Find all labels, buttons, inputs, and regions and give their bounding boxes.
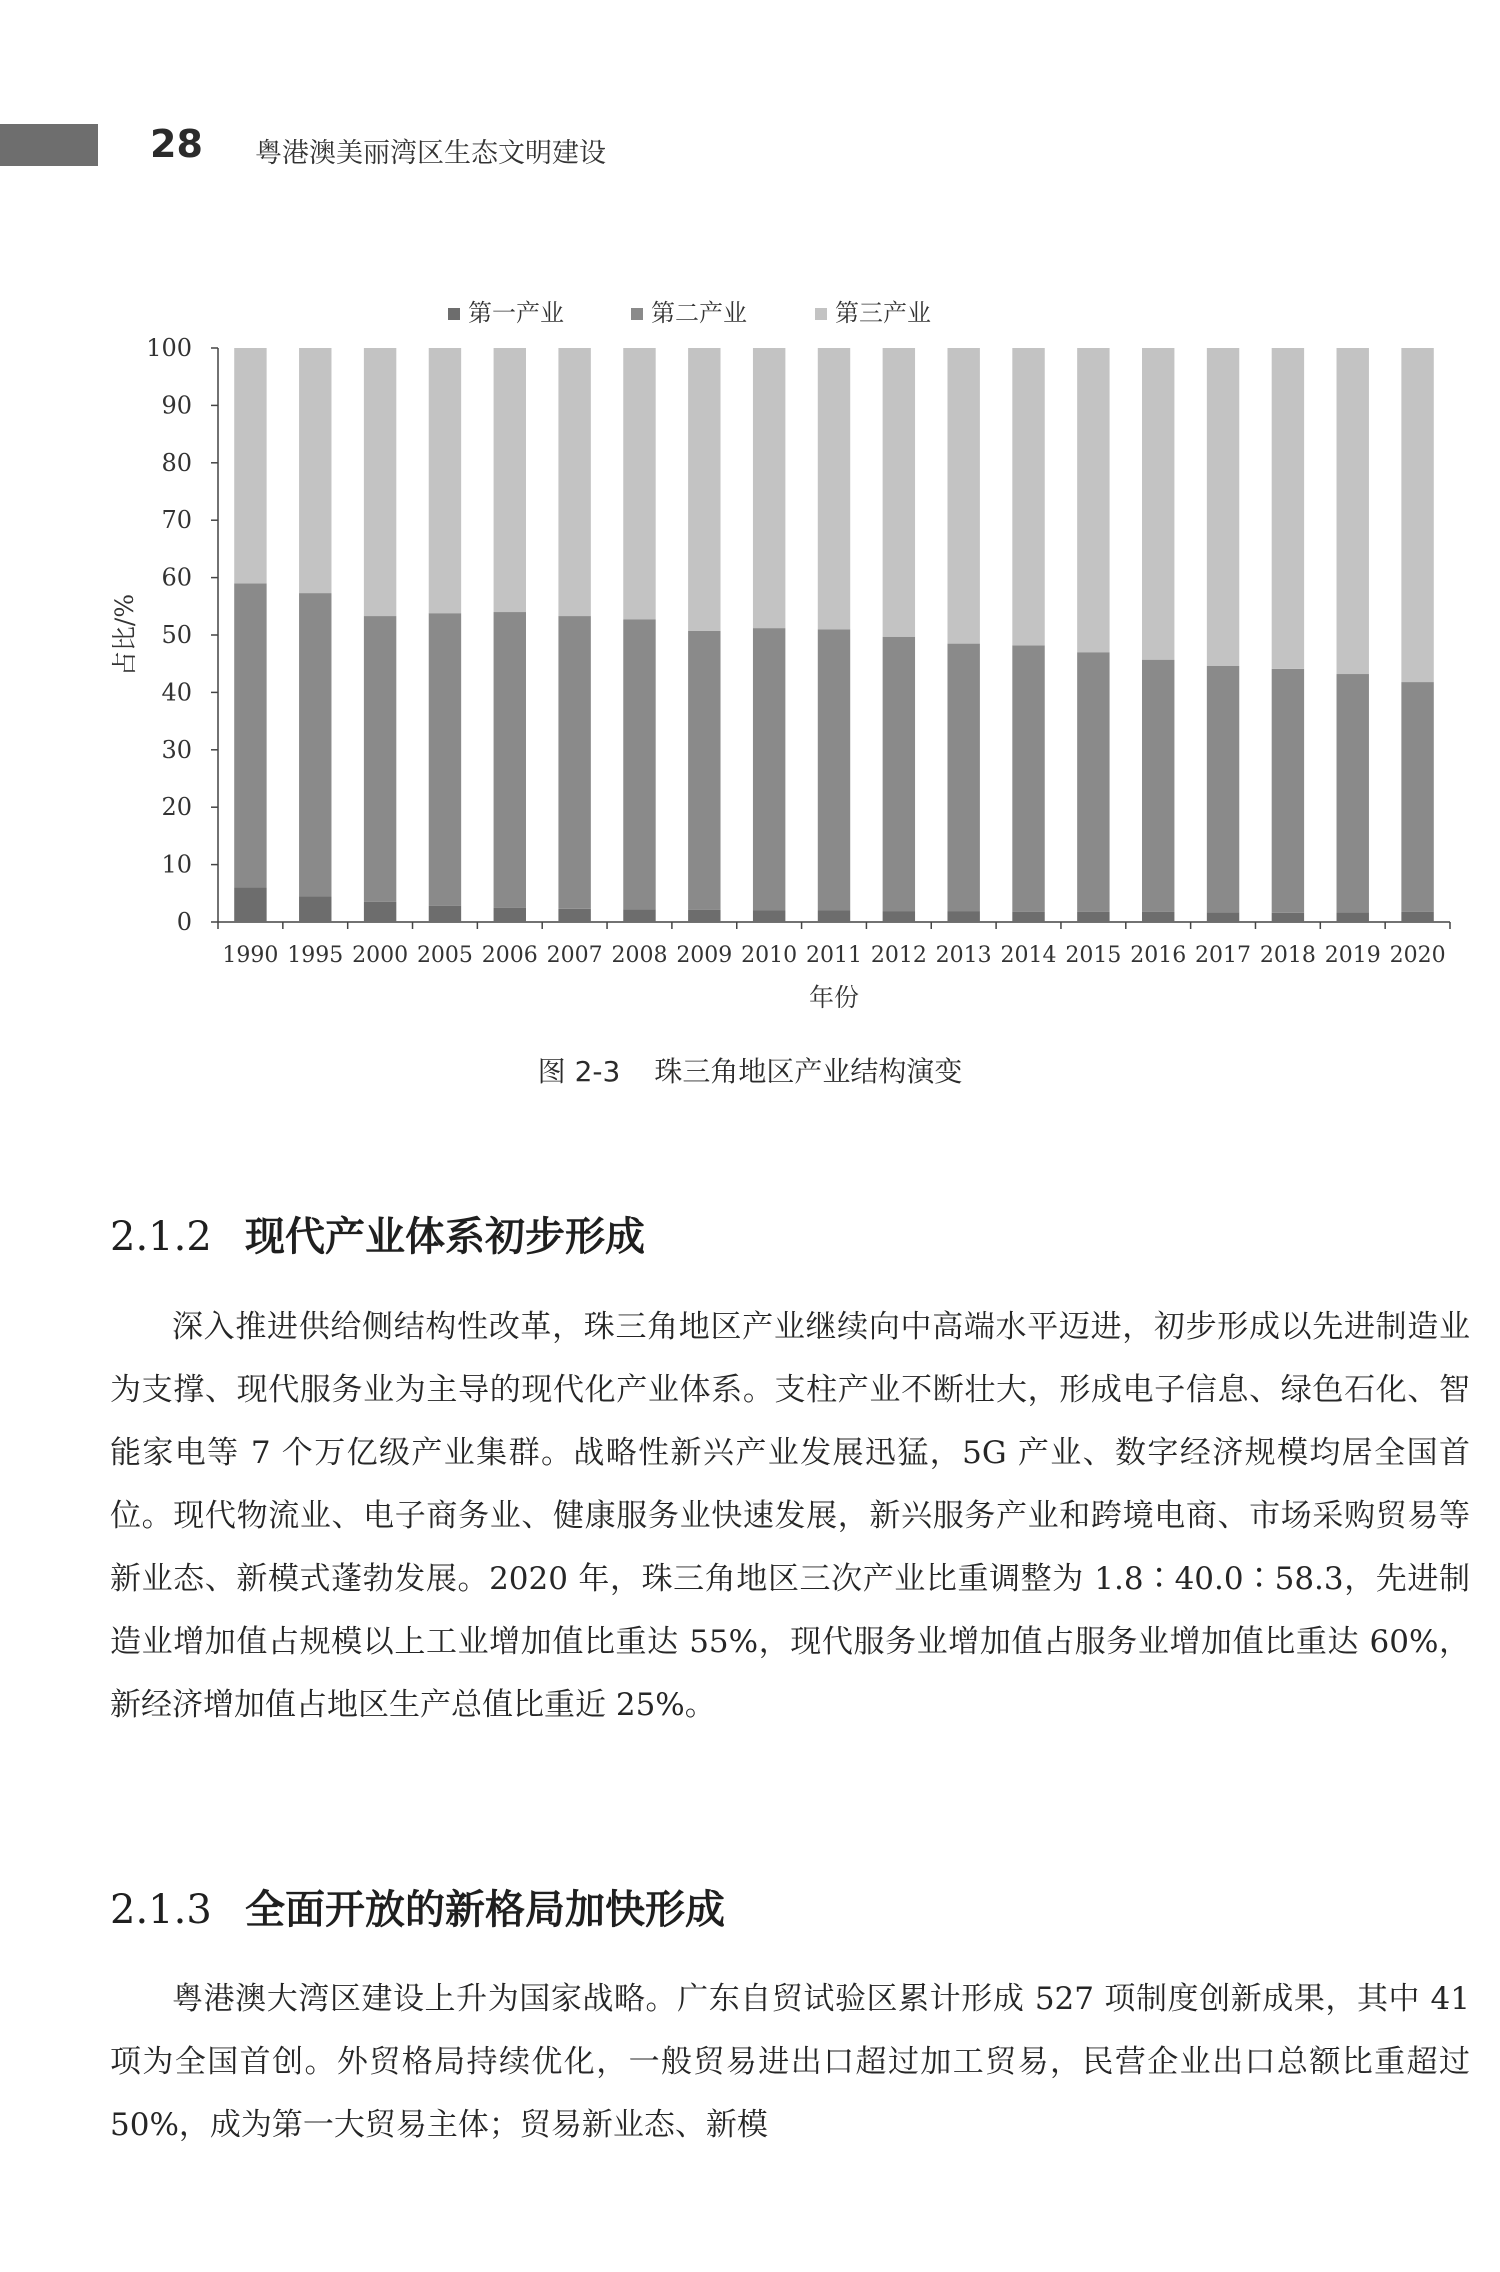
bar-segment xyxy=(1012,912,1044,922)
legend-label: 第一产业 xyxy=(468,299,564,327)
figure-number: 图 2-3 xyxy=(537,1055,621,1088)
bar-segment xyxy=(234,348,266,583)
y-tick-label: 100 xyxy=(146,334,192,362)
bar-segment xyxy=(947,911,979,922)
bar-segment xyxy=(818,911,850,922)
bar-segment xyxy=(688,910,720,922)
y-tick-label: 40 xyxy=(161,678,192,707)
x-tick-label: 2005 xyxy=(416,943,473,968)
bar-segment xyxy=(883,348,915,637)
bar-segment xyxy=(883,637,915,911)
section-paragraph: 深入推进供给侧结构性改革，珠三角地区产业继续向中高端水平迈进，初步形成以先进制造业为支撑、现代服务业为主导的现代化产业体系。支柱产业不断壮大，形成电子信息、绿色石化、智能家电等 7 个万亿级产业集群。战略性新兴产业发展迅猛，5G 产业、数字经济规模均居全国首位。现代物流业、电子商务业、健康服务业快速发展，新兴服务产业和跨境电商、市场采购贸易等新业态、新模式蓬勃发展。2020 年，珠三角地区三次产业比重调整为 1.8∶40.0∶58.3，先进制造业增加值占规模以上工业增加值比重达 55%，现代服务业增加值占服务业增加值比重达 60%，新经济增加值占地区生产总值比重近 25%。 xyxy=(110,1309,1470,1723)
bar-segment xyxy=(1337,912,1369,922)
bar-segment xyxy=(623,620,655,910)
bar-segment xyxy=(234,583,266,887)
bar-segment xyxy=(947,644,979,911)
bar-segment xyxy=(364,902,396,922)
x-tick-label: 1995 xyxy=(287,943,344,968)
section-paragraph: 粤港澳大湾区建设上升为国家战略。广东自贸试验区累计形成 527 项制度创新成果，其中 41 项为全国首创。外贸格局持续优化，一般贸易进出口超过加工贸易，民营企业出口总额比重超过 50%，成为第一大贸易主体；贸易新业态、新模 xyxy=(110,1981,1470,2143)
bar-segment xyxy=(494,908,526,922)
x-tick-label: 2016 xyxy=(1130,943,1187,968)
bar-segment xyxy=(558,909,590,922)
bar-segment xyxy=(883,911,915,922)
x-tick-label: 2010 xyxy=(741,943,798,968)
bar-segment xyxy=(688,348,720,631)
bar-segment xyxy=(1401,348,1433,682)
y-tick-label: 0 xyxy=(176,908,192,936)
x-tick-label: 2011 xyxy=(806,943,862,968)
legend-swatch xyxy=(631,308,643,320)
y-tick-label: 10 xyxy=(161,850,192,879)
bar-segment xyxy=(1207,912,1239,922)
x-tick-label: 1990 xyxy=(222,943,279,968)
legend-label: 第二产业 xyxy=(651,299,747,327)
y-tick-label: 80 xyxy=(161,448,192,477)
header-bar xyxy=(0,124,98,166)
x-tick-label: 2013 xyxy=(935,943,992,968)
bar-segment xyxy=(299,593,331,896)
y-tick-label: 50 xyxy=(161,621,192,649)
bar-segment xyxy=(364,616,396,902)
page-number: 28 xyxy=(150,122,203,166)
y-tick-label: 20 xyxy=(161,793,192,822)
bar-segment xyxy=(364,348,396,616)
bar-segment xyxy=(753,911,785,922)
section-title: 现代产业体系初步形成 xyxy=(245,1213,645,1260)
bar-segment xyxy=(494,348,526,612)
bar-segment xyxy=(429,348,461,613)
bar-segment xyxy=(947,348,979,644)
y-axis-label: 占比/% xyxy=(110,593,139,677)
bar-segment xyxy=(429,906,461,922)
bar-segment xyxy=(1142,348,1174,660)
bar-segment xyxy=(1142,912,1174,922)
figure-title: 珠三角地区产业结构演变 xyxy=(654,1055,963,1088)
y-tick-label: 30 xyxy=(161,735,192,764)
x-tick-label: 2009 xyxy=(676,943,733,968)
y-tick-label: 60 xyxy=(161,563,192,592)
bar-segment xyxy=(1272,669,1304,913)
x-axis-label: 年份 xyxy=(808,983,860,1012)
x-tick-label: 2015 xyxy=(1065,943,1122,968)
bar-segment xyxy=(688,631,720,910)
x-tick-label: 2019 xyxy=(1324,943,1381,968)
bar-segment xyxy=(299,348,331,593)
section-number: 2.1.3 xyxy=(110,1887,212,1933)
x-tick-label: 2006 xyxy=(481,943,538,968)
bar-segment xyxy=(818,629,850,910)
bar-segment xyxy=(429,613,461,906)
x-tick-label: 2014 xyxy=(1000,943,1057,968)
bar-segment xyxy=(1272,913,1304,922)
bar-segment xyxy=(1142,660,1174,912)
section-title: 全面开放的新格局加快形成 xyxy=(245,1886,725,1933)
bar-segment xyxy=(1207,666,1239,912)
bar-segment xyxy=(494,612,526,908)
legend-swatch xyxy=(815,308,827,320)
x-tick-label: 2007 xyxy=(546,943,603,968)
x-tick-label: 2017 xyxy=(1195,943,1252,968)
bar-segment xyxy=(1401,912,1433,922)
x-tick-label: 2018 xyxy=(1259,943,1316,968)
y-tick-label: 70 xyxy=(161,506,192,535)
bar-segment xyxy=(1207,348,1239,666)
figure-caption xyxy=(0,1050,1500,1090)
bar-segment xyxy=(558,616,590,909)
bar-segment xyxy=(753,348,785,628)
bar-segment xyxy=(753,628,785,910)
section-number: 2.1.2 xyxy=(110,1214,212,1260)
bar-segment xyxy=(1077,348,1109,652)
section-heading-2-1-3 xyxy=(110,1878,725,1935)
bar-segment xyxy=(1012,348,1044,645)
bar-segment xyxy=(1077,652,1109,911)
x-tick-label: 2020 xyxy=(1389,943,1446,968)
bar-segment xyxy=(558,348,590,616)
bar-segment xyxy=(1337,348,1369,674)
bar-segment xyxy=(234,888,266,922)
bar-segment xyxy=(623,348,655,620)
bar-segment xyxy=(818,348,850,629)
running-title: 粤港澳美丽湾区生态文明建设 xyxy=(255,138,606,169)
bar-segment xyxy=(299,896,331,922)
bar-segment xyxy=(1401,682,1433,912)
x-tick-label: 2008 xyxy=(611,943,668,968)
x-tick-label: 2012 xyxy=(870,943,927,968)
bar-segment xyxy=(1272,348,1304,669)
legend-swatch xyxy=(448,308,460,320)
legend-label: 第三产业 xyxy=(835,299,931,327)
bar-segment xyxy=(1077,912,1109,922)
bar-segment xyxy=(1337,674,1369,912)
y-tick-label: 90 xyxy=(161,391,192,420)
industry-structure-chart xyxy=(0,270,1500,1030)
section-heading-2-1-2 xyxy=(110,1205,645,1262)
bar-segment xyxy=(1012,645,1044,911)
bar-segment xyxy=(623,909,655,922)
x-tick-label: 2000 xyxy=(352,943,409,968)
